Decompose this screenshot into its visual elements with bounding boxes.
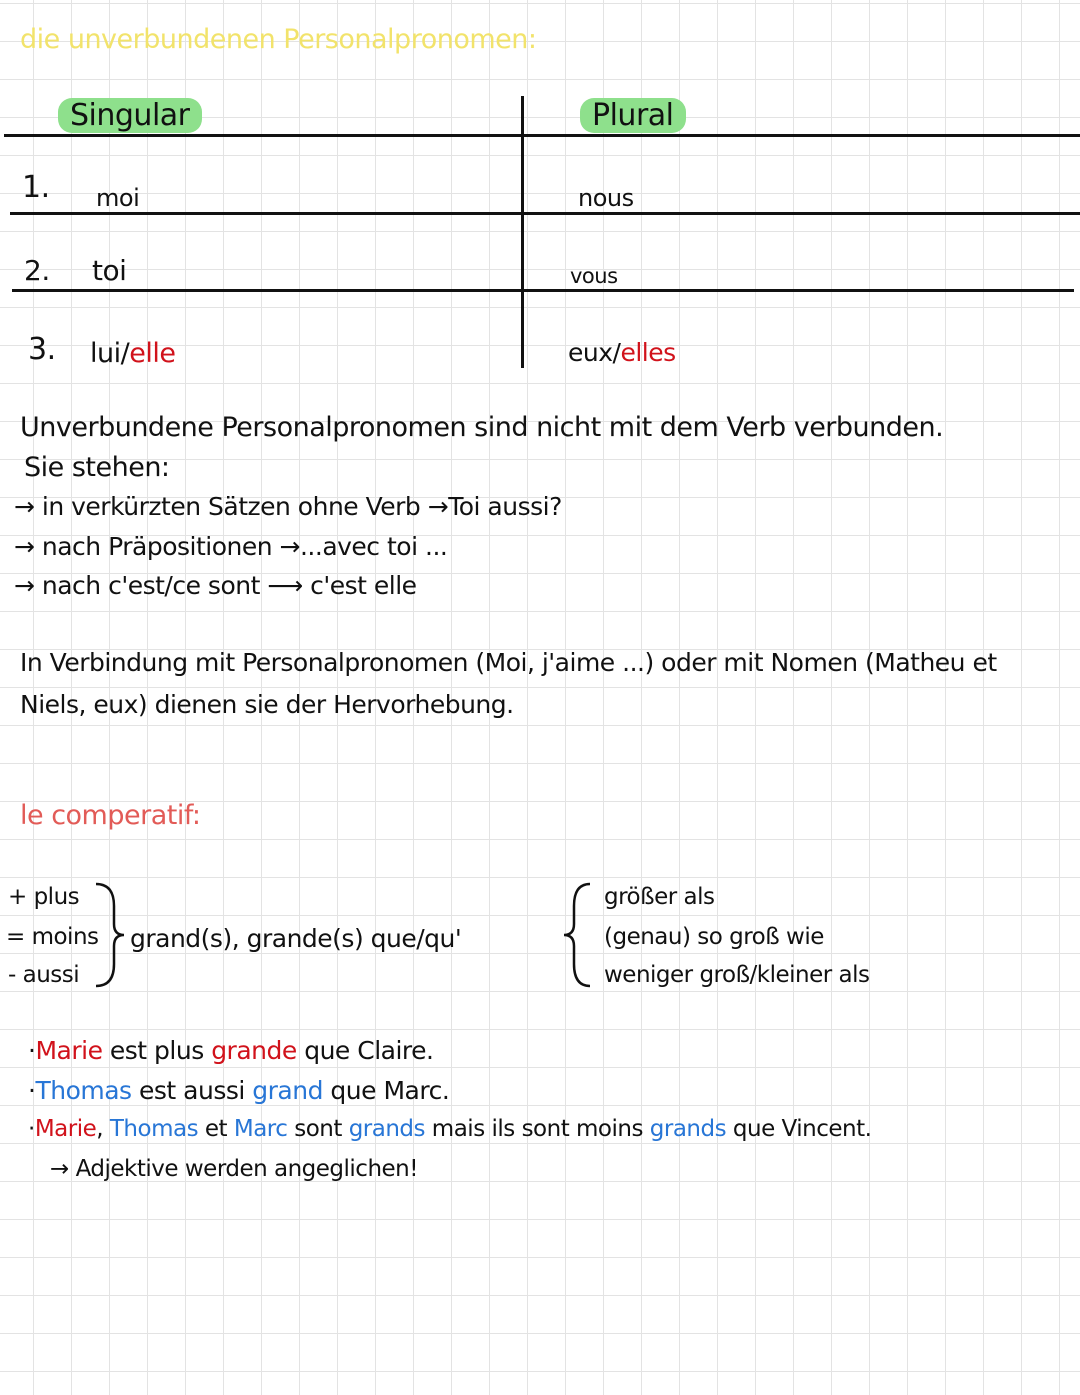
- header-singular: Singular: [58, 98, 202, 133]
- note: → Adjektive werden angeglichen!: [50, 1156, 418, 1182]
- header-plural: Plural: [580, 98, 686, 133]
- usage-bullet: → nach c'est/ce sont ⟶ c'est elle: [14, 571, 417, 600]
- comparison-term: + plus: [8, 884, 80, 910]
- pronoun-lui: lui/: [90, 338, 130, 369]
- comparison-term: = moins: [6, 924, 99, 950]
- translation: weniger groß/kleiner als: [604, 962, 870, 988]
- sentence-part: sont: [287, 1116, 349, 1142]
- sentence-part: que Claire.: [296, 1036, 434, 1065]
- explanation-line: Unverbundene Personalpronomen sind nicht mit dem Verb verbunden.: [20, 412, 944, 443]
- pronoun-elle: elle: [129, 338, 176, 369]
- sentence-part: et: [198, 1116, 234, 1142]
- translation: größer als: [604, 884, 715, 910]
- example-sentence: ·Marie est plus grande que Claire.: [28, 1036, 434, 1065]
- translation: (genau) so groß wie: [604, 924, 824, 950]
- adjective: grands: [348, 1116, 425, 1142]
- usage-bullet: → nach Präpositionen →...avec toi ...: [14, 532, 448, 561]
- pronoun-plural: nous: [578, 184, 634, 212]
- pronoun-elles: elles: [620, 338, 676, 367]
- table-divider: [4, 134, 1080, 137]
- subject-thomas: Thomas: [109, 1116, 199, 1142]
- left-brace: [560, 880, 596, 990]
- sentence-part: que Marc.: [322, 1076, 450, 1105]
- row-number: 3.: [28, 332, 56, 367]
- row-number: 1.: [22, 170, 50, 205]
- explanation-line: Sie stehen:: [24, 452, 170, 483]
- adjective-formula: grand(s), grande(s) que/qu': [130, 924, 462, 953]
- table-divider: [10, 212, 1080, 215]
- subject-marie: Marie: [35, 1036, 103, 1065]
- example-sentence: ·Marie, Thomas et Marc sont grands mais ils sont moins grands que Vincent.: [28, 1116, 872, 1142]
- subject-marie: Marie: [34, 1116, 97, 1142]
- usage-bullet: → in verkürzten Sätzen ohne Verb →Toi aussi?: [14, 492, 562, 521]
- page-title: die unverbundenen Personalpronomen:: [20, 24, 537, 55]
- pronoun-plural: [568, 338, 676, 367]
- subject-thomas: Thomas: [35, 1076, 132, 1105]
- adjective: grande: [211, 1036, 297, 1065]
- table-column-divider: [521, 96, 524, 368]
- emphasis-paragraph: In Verbindung mit Personalpronomen (Moi, j'aime ...) oder mit Nomen (Matheu et: [20, 648, 997, 677]
- row-number: 2.: [24, 254, 50, 287]
- sentence-part: mais ils sont moins: [425, 1116, 650, 1142]
- comparison-term: - aussi: [8, 962, 80, 988]
- pronoun-eux: eux/: [568, 338, 621, 367]
- emphasis-paragraph: Niels, eux) dienen sie der Hervorhebung.: [20, 690, 514, 719]
- sentence-part: ,: [96, 1116, 110, 1142]
- sentence-part: est plus: [102, 1036, 212, 1065]
- adjective: grand: [252, 1076, 323, 1105]
- right-brace: [92, 880, 128, 990]
- pronoun-singular: moi: [96, 184, 140, 212]
- table-divider: [12, 289, 1074, 292]
- pronoun-singular: [90, 338, 175, 369]
- pronoun-plural: vous: [570, 264, 618, 288]
- example-sentence: ·Thomas est aussi grand que Marc.: [28, 1076, 450, 1105]
- pronoun-singular: toi: [92, 254, 127, 287]
- subject-marc: Marc: [233, 1116, 288, 1142]
- adjective: grands: [649, 1116, 727, 1142]
- sentence-part: que Vincent.: [726, 1116, 872, 1142]
- section-title: le comperatif:: [20, 800, 201, 831]
- sentence-part: est aussi: [131, 1076, 253, 1105]
